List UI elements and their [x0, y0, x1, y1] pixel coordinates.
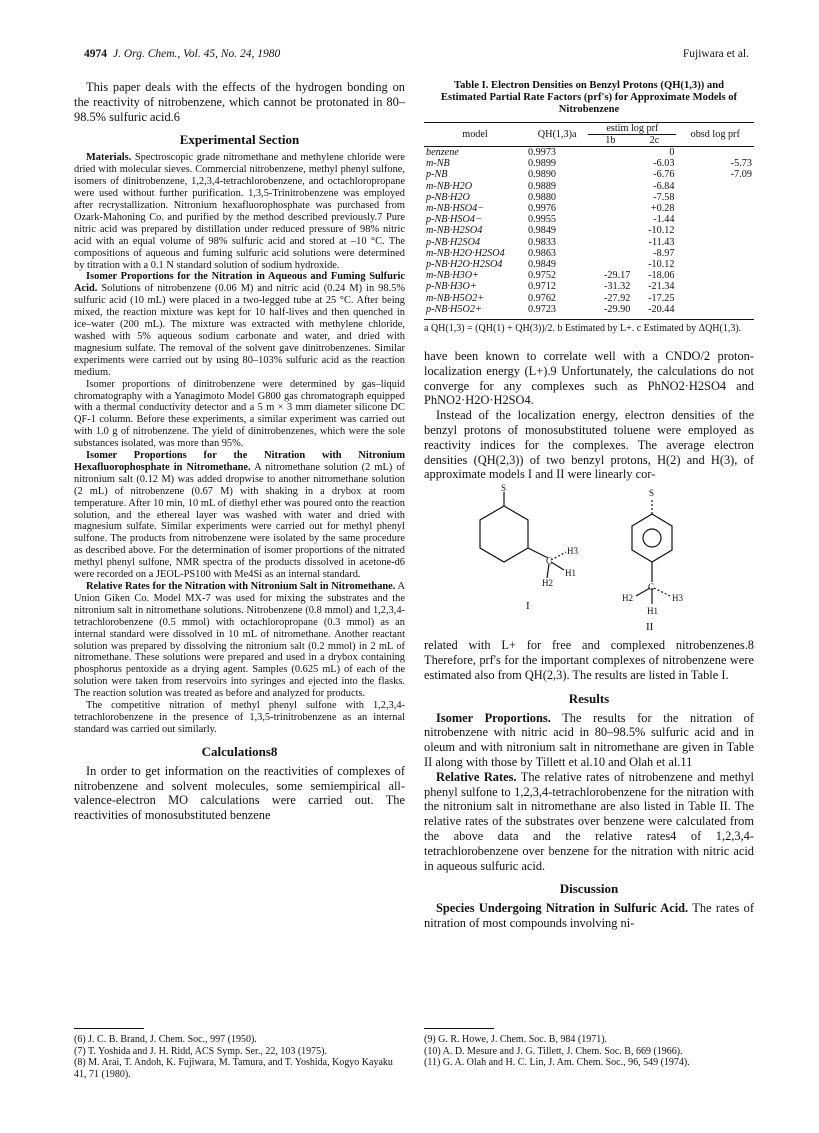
cell-obsd: [676, 270, 754, 281]
footnote-6: (6) J. C. B. Brand, J. Chem. Soc., 997 (1950).: [74, 1034, 257, 1045]
table-row: [424, 169, 754, 180]
cell-obsd: [676, 259, 754, 270]
electron-density-table: [424, 122, 754, 315]
cell-estim-1: [588, 237, 632, 248]
cell-q: 0.9880: [528, 191, 557, 203]
table-row: [424, 293, 754, 304]
relative-rates-paragraph: [74, 581, 405, 700]
cell-model: p-NB·H5O2+: [426, 303, 482, 315]
cell-obsd: [676, 181, 754, 192]
cell-estim-2: -20.44: [648, 303, 675, 315]
cell-model: p-NB·H3O+: [426, 281, 477, 293]
cell-q: 0.9863: [528, 247, 557, 259]
col-estim-2: 2c: [649, 135, 660, 146]
table-row: [424, 281, 754, 292]
footnote-11: (11) G. A. Olah and H. C. Lin, J. Am. Chem. Soc., 96, 549 (1974).: [424, 1057, 690, 1069]
table-body: [424, 147, 754, 316]
cell-estim-2: 0: [669, 147, 675, 158]
table-row: [424, 237, 754, 248]
discussion-title: Discussion: [559, 881, 619, 897]
cell-obsd: [676, 293, 754, 304]
cell-estim-1: [588, 181, 632, 192]
footnote-rule-left: [74, 1028, 144, 1029]
calculations-title: Calculations8: [201, 743, 278, 759]
materials-paragraph: [74, 152, 405, 271]
intro-paragraph: This paper deals with the effects of the hydrogen bonding on the reactivity of nitrobenzene, which cannot be protonated in 80–98.5% sulfuric acid.6: [74, 80, 405, 124]
c-label-2: C: [648, 582, 655, 593]
structures-figure: [424, 484, 754, 634]
cell-model: m-NB·H3O+: [426, 270, 479, 282]
isomer-aqueous-text: Solutions of nitrobenzene (0.06 M) and nitric acid (0.24 M) in 98.5% sulfuric acid (10 mL) were placed in a two-legged tube at 25 °C. After being mixed, the reaction mixture was kept for 10 half-lives and then quenched in ice–water (200 mL). The mixture was extracted with methylene chloride, washed with 5% aqueous sodium carbonate and water, and dried with magnesium sulfate. The removal of the solvent gave dinitrobenzenes. Similar experiments were carried out by using 80–103% sulfuric acid as the reaction medium.: [74, 283, 405, 378]
cell-estim-2: -10.12: [648, 259, 675, 271]
table-row: [424, 158, 754, 169]
cell-model: m-NB·HSO4−: [426, 203, 485, 215]
results-rates-heading: Relative Rates.: [436, 769, 517, 784]
results-isomer-text: The results for the nitration of nitrobenzene with nitric acid in 80–98.5% sulfuric acid and in oleum and with nitronium salt in nitromethane are given in Table II along with those by Tillett et al.10 and Olah et al.11: [424, 710, 754, 769]
footnote-8: (8) M. Arai, T. Andoh, K. Fujiwara, M. Tamura, and T. Yoshida, Kogyo Kayaku 41, 71 (1980).: [74, 1057, 393, 1080]
cell-estim-1: -27.92: [604, 292, 631, 304]
h1-label-1: H1: [565, 568, 576, 579]
cell-model: m-NB·H5O2+: [426, 292, 485, 304]
cell-estim-2: +0.28: [650, 203, 675, 215]
results-isomer-paragraph: [424, 711, 754, 770]
table-row: [424, 203, 754, 214]
table-row: [424, 304, 754, 315]
cell-model: p-NB: [426, 169, 448, 181]
table-row: [424, 147, 754, 159]
cell-model: p-NB·H2SO4: [426, 236, 481, 248]
table-row: [424, 259, 754, 270]
page-number: 4974: [84, 48, 107, 60]
cell-model: p-NB·H2O: [426, 191, 470, 203]
table-caption-text: Electron Densities on Benzyl Protons (QH(1,3)) and Estimated Partial Rate Factors (prf's) for Approximate Models of Nitrobenzene: [440, 80, 738, 115]
cell-obsd: [676, 248, 754, 259]
cell-model: p-NB·HSO4−: [426, 214, 482, 226]
materials-text: Spectroscopic grade nitromethane and methylene chloride were dried with molecular sieves. Commercial nitrobenzene, methyl phenyl sulfone, isomers of dinitrobenzene, 1,2,3,4-tetrachlorobenzene, and octachloropropane were used without further purification. 1,3,5-Trinitrobenzene was employed after recrystallization. Nitronium hexafluorophosphate was purchased from Ozark-Mahoning Co. and purified by the method described previously.7 Pure nitric acid was prepared by distillation under reduced pressure of 98% nitric acid with an equal volume of 98% sulfuric acid and stored at –10 °C. The compositions of aqueous and fuming sulfuric acid solutions were determined by titration with a 0.1 N standard solution of sodium hydroxide.: [74, 152, 405, 271]
right-column: [424, 80, 754, 931]
cell-estim-1: [588, 214, 632, 225]
cell-q: 0.9752: [528, 270, 557, 282]
cell-obsd: -7.09: [730, 169, 752, 181]
structure-label-1: I: [526, 600, 530, 613]
cell-q: 0.9889: [528, 180, 557, 192]
benzene-ring-2: [632, 514, 672, 562]
cell-model: m-NB·H2O·H2SO4: [426, 247, 505, 259]
results-rates-text: The relative rates of nitrobenzene and methyl phenyl sulfone to 1,2,3,4-tetrachlorobenzene for the nitration with the nitronium salt in nitromethane are also listed in Table II. The relative rates of the substrates over benzene were calculated from the above data and the relative rates4 of 1,2,3,4-tetrachlorobenzene over benzene for the nitration with nitric acid in aqueous sulfuric acid.: [424, 769, 754, 873]
cell-obsd: [676, 192, 754, 203]
cell-estim-1: [588, 158, 632, 169]
isomer-nitronium-text: A nitromethane solution (2 mL) of nitronium salt (0.12 M) was added dropwise to another nitromethane solution (2 mL) of nitrobenzene (0.67 M) with shaking in a drybox at room temperature. After 10 min, 10 mL of diethyl ether was poured onto the reaction solution, and the ethereal layer was washed with water and dried with magnesium sulfate. Similar experiments were carried out for methyl phenyl sulfone. The products from nitrobenzene were isolated by the same procedure as described above. For the determination of isomer proportions of the nitrated methyl phenyl sulfone, NMR spectra of the products dissolved in acetone-d6 were recorded on a JEOL-PS100 with Me4Si as an internal standard.: [74, 461, 405, 581]
h3-label-2: H3: [672, 593, 683, 604]
isomer-aqueous-paragraph: [74, 271, 405, 378]
experimental-section-title: Experimental Section: [179, 132, 300, 148]
results-isomer-heading: Isomer Proportions.: [436, 710, 551, 725]
cell-obsd: [676, 281, 754, 292]
cell-q: 0.9899: [528, 158, 557, 170]
table-row: [424, 248, 754, 259]
running-authors: Fujiwara et al.: [682, 48, 749, 60]
c-label-1: C: [546, 556, 553, 567]
cell-q: 0.9973: [528, 147, 557, 158]
isomer-aqueous-heading: Isomer Proportions for the Nitration in Aqueous and Fuming Sulfuric Acid.: [74, 271, 405, 295]
cell-estim-1: [588, 203, 632, 214]
footnotes-right: [424, 1034, 754, 1069]
col-q: QH(1,3)a: [537, 129, 577, 140]
cell-estim-1: [588, 192, 632, 203]
running-header: [84, 48, 749, 64]
cell-model: m-NB·H2SO4: [426, 225, 483, 237]
table-row: [424, 214, 754, 225]
isomer-glc-paragraph: Isomer proportions of dinitrobenzene were determined by gas–liquid chromatography with a Yanagimoto Model G800 gas chromatograph equipped with a thermal conductivity detector and a 5 m × 3 mm diameter silicone DC QF-1 column. Before these experiments, a similar experiment was carried out with 1.0 g of nitrobenzene. The yield of dinitrobenzenes, which were the sole substances isolated, was more than 95%.: [74, 378, 405, 450]
cell-q: 0.9723: [528, 303, 557, 315]
s-label-1: S: [501, 484, 507, 494]
cell-obsd: [676, 203, 754, 214]
col-estim-1: 1b: [605, 135, 616, 146]
cell-obsd: [676, 225, 754, 236]
structure-label-2: II: [646, 621, 654, 634]
cell-estim-2: -6.76: [653, 169, 675, 181]
relative-rates-heading: Relative Rates for the Nitration with Nitronium Salt in Nitromethane.: [86, 581, 396, 593]
cell-estim-1: -29.17: [604, 270, 631, 282]
cell-estim-1: [588, 225, 632, 236]
discussion-text: The rates of nitration of most compounds involving ni-: [424, 901, 755, 931]
calculations-paragraph: In order to get information on the reactivities of complexes of nitrobenzene and solvent molecules, some semiempirical all-valence-electron MO calculations were carried out. The reactivities of monosubstituted benzene: [74, 763, 405, 823]
isomer-nitronium-paragraph: [74, 450, 405, 581]
relative-rates-text: A Union Giken Co. Model MX-7 was used for mixing the substrates and the nitronium salt in nitromethane solutions. Nitrobenzene (0.8 mmol) and 1,2,3,4-tetrachlorobenzene (0.5 mmol) with octachloropropane (0.3 mmol) as an internal standard were dissolved in 10 mL of nitromethane. Another reactant solution was prepared by dissolving the nitronium salt (0.2 mmol) in 2 mL of nitromethane. These solutions were prepared and used in a drybox containing phosphorus pentoxide as a drying agent. Samples (0.625 mL) of each of the solution were taken from reservoirs into syringes and ejected into the flasks. The reaction solution was treated as before and analyzed for products.: [74, 581, 405, 700]
table-row: [424, 192, 754, 203]
table-row: [424, 270, 754, 281]
left-column: [74, 80, 405, 823]
table-row: [424, 181, 754, 192]
cell-model: m-NB·H2O: [426, 180, 473, 192]
footnote-10: (10) A. D. Mesure and J. G. Tillett, J. Chem. Soc. B, 669 (1966).: [424, 1045, 683, 1057]
cell-obsd: [676, 304, 754, 315]
cell-estim-2: -17.25: [648, 292, 675, 304]
h2-label-2: H2: [622, 593, 633, 604]
right-paragraph-3: related with L+ for free and complexed nitrobenzenes.8 Therefore, prf's for the important complexes of nitrobenzene were estimated also from QH(2,3). The results are listed in Table I.: [424, 638, 754, 682]
table-caption: [424, 80, 754, 116]
cell-estim-1: [588, 169, 632, 180]
cell-model: m-NB: [426, 158, 450, 170]
competitive-nitration-paragraph: The competitive nitration of methyl phenyl sulfone with 1,2,3,4-tetrachlorobenzene in the presence of 1,3,5-trinitrobenzene as an internal standard was carried out similarly.: [74, 700, 405, 735]
cell-estim-2: -7.58: [653, 191, 675, 203]
results-rates-paragraph: [424, 770, 754, 874]
cell-estim-2: -6.84: [653, 180, 675, 192]
cell-estim-2: -18.06: [648, 270, 675, 282]
cell-estim-2: -1.44: [653, 214, 675, 226]
cell-estim-1: -29.90: [604, 303, 631, 315]
cell-model: benzene: [426, 147, 459, 158]
h3-label-1: H3: [567, 546, 578, 557]
cell-estim-1: -31.32: [604, 281, 631, 293]
cell-estim-1: [588, 147, 632, 159]
cell-obsd: -5.73: [730, 158, 752, 170]
right-paragraph-1: have been known to correlate well with a CNDO/2 proton-localization energy (L+).9 Unfortunately, the calculations do not converge for any complexes such as PhNO2·H2SO4 and PhNO2·H2O·H2SO4.: [424, 349, 754, 408]
col-obsd: obsd log prf: [690, 129, 740, 140]
cell-q: 0.9890: [528, 169, 557, 181]
benzene-ring-1: [480, 506, 528, 562]
materials-heading: Materials.: [86, 152, 132, 164]
cell-q: 0.9833: [528, 236, 557, 248]
footnote-7: (7) T. Yoshida and J. H. Ridd, ACS Symp. Ser., 22, 103 (1975).: [74, 1045, 327, 1057]
h1-label-2: H1: [647, 606, 658, 617]
cell-q: 0.9849: [528, 225, 557, 237]
cell-obsd: [676, 214, 754, 225]
cell-model: p-NB·H2O·H2SO4: [426, 259, 503, 271]
cell-obsd: [676, 237, 754, 248]
footnote-rule-right: [424, 1028, 494, 1029]
table-row: [424, 225, 754, 236]
cell-estim-1: [588, 248, 632, 259]
table-footnote: a QH(1,3) = (QH(1) + QH(3))/2. b Estimated by L+. c Estimated by ΔQH(1,3).: [424, 319, 754, 335]
col-model: model: [462, 129, 488, 140]
cell-estim-2: -6.03: [653, 158, 675, 170]
cell-estim-2: -11.43: [648, 236, 675, 248]
col-estim: estim log prf: [588, 123, 676, 135]
cell-q: 0.9712: [528, 281, 557, 293]
discussion-heading: Species Undergoing Nitration in Sulfuric Acid.: [436, 901, 689, 916]
h2-label-1: H2: [542, 578, 553, 589]
cell-estim-2: -10.12: [648, 225, 675, 237]
cell-obsd: [676, 147, 754, 159]
isomer-nitronium-heading: Isomer Proportions for the Nitration with Nitronium Hexafluorophosphate in Nitromethane.: [74, 450, 405, 473]
cell-estim-2: -8.97: [653, 247, 675, 259]
footnote-9: (9) G. R. Howe, J. Chem. Soc. B, 984 (1971).: [424, 1034, 608, 1045]
cell-q: 0.9976: [528, 203, 557, 215]
s-label-2: S: [649, 488, 655, 499]
results-title: Results: [568, 690, 610, 706]
cell-estim-1: [588, 259, 632, 270]
discussion-paragraph: [424, 901, 754, 931]
structure-drawing: [424, 484, 754, 634]
journal-citation: J. Org. Chem., Vol. 45, No. 24, 1980: [113, 48, 281, 60]
table-number: Table I.: [454, 80, 489, 91]
cell-q: 0.9955: [528, 214, 557, 226]
footnotes-left: [74, 1034, 405, 1080]
cell-q: 0.9849: [528, 259, 557, 271]
cell-q: 0.9762: [528, 292, 557, 304]
cell-estim-2: -21.34: [648, 281, 675, 293]
right-paragraph-2: Instead of the localization energy, electron densities of the benzyl protons of monosubstituted toluene were employed as reactivity indices for the complexes. The average electron densities (QH(2,3)) of two benzyl protons, H(2) and H(3), of approximate models I and II were linearly cor-: [424, 408, 754, 482]
